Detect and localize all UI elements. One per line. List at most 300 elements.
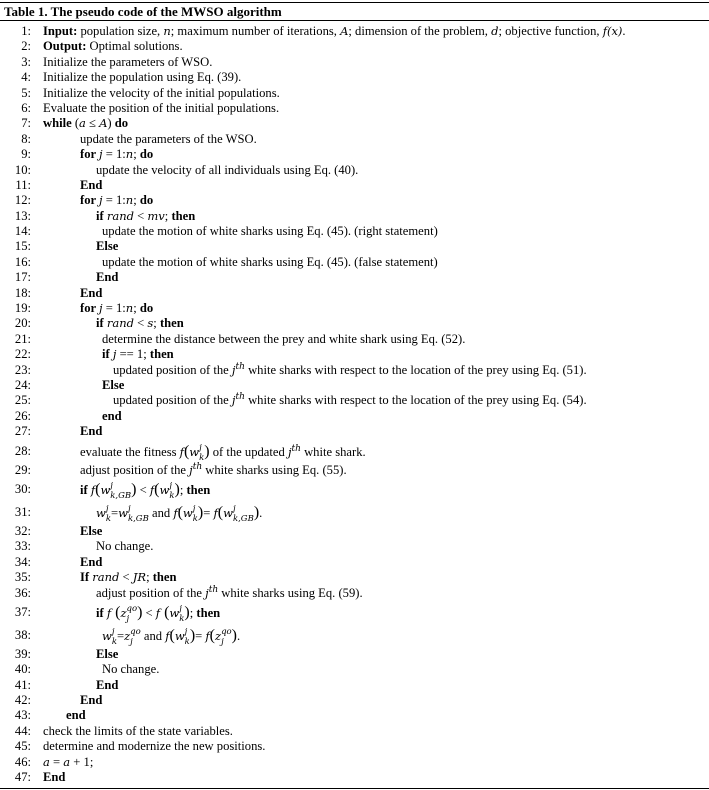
text-segment: ; objective function, — [498, 24, 603, 38]
supscript: j — [110, 481, 113, 492]
math-symbol: w — [118, 505, 128, 520]
math-symbol: f — [149, 482, 155, 497]
text-segment: < — [119, 570, 133, 585]
pseudocode-line — [0, 601, 709, 624]
line-number: 13: — [14, 208, 31, 223]
text-segment: . — [622, 24, 626, 38]
text-segment: ( — [217, 503, 224, 521]
text-segment: == 1; — [116, 347, 150, 362]
line-number: 8: — [21, 131, 31, 146]
line-number: 34: — [14, 554, 31, 569]
line-number: 21: — [14, 331, 31, 346]
math-symbol: w — [169, 605, 180, 620]
text-segment: < — [133, 316, 148, 331]
text-segment: ) — [174, 480, 180, 498]
sup-sub-script — [130, 627, 141, 647]
math-symbol: f — [213, 505, 218, 520]
pseudocode-line — [0, 224, 709, 239]
line-number: 20: — [14, 316, 31, 331]
line-text — [96, 163, 358, 178]
pseudocode-line — [0, 724, 709, 739]
pseudocode-line — [0, 255, 709, 270]
pseudocode-line — [0, 378, 709, 393]
math-symbol: a — [79, 116, 86, 131]
line-number: 42: — [14, 693, 31, 708]
math-symbol: w — [174, 628, 185, 643]
sup-sub-script — [233, 504, 254, 524]
keyword: for — [80, 147, 100, 162]
text-segment: adjust position of the — [96, 585, 206, 600]
text-segment: white shark. — [300, 444, 366, 459]
line-text — [102, 332, 465, 347]
line-text — [80, 193, 153, 208]
math-symbol: rand — [92, 570, 120, 585]
text-segment: update the motion of white sharks using Eq. (45). (right statement) — [102, 224, 438, 239]
text-segment: ; — [164, 208, 172, 223]
table-caption: Table 1. The pseudo code of the MWSO algorithm — [0, 3, 709, 21]
keyword: End — [80, 424, 103, 439]
text-segment: ; — [133, 147, 140, 162]
keyword: if — [96, 605, 107, 620]
keyword: end — [66, 708, 86, 723]
text-segment: ( — [71, 116, 80, 131]
keyword: then — [149, 347, 174, 362]
pseudocode-line — [0, 539, 709, 554]
keyword: Output: — [43, 39, 87, 54]
text-segment: white sharks using Eq. (55). — [202, 462, 347, 477]
line-text — [96, 239, 118, 254]
line-text — [102, 409, 122, 424]
sup-sub-script — [221, 627, 232, 647]
text-segment: = — [195, 628, 206, 643]
text-segment: < — [136, 482, 150, 497]
pseudocode-line — [0, 393, 709, 408]
line-number: 29: — [14, 462, 31, 477]
keyword: End — [80, 693, 103, 708]
text-segment: ) — [131, 480, 137, 498]
line-number: 30: — [14, 481, 31, 496]
line-number: 23: — [14, 362, 31, 377]
math-symbol: w — [189, 444, 200, 459]
supscript: j — [111, 627, 115, 637]
subscript: j — [130, 637, 133, 647]
math-symbol: j — [231, 393, 236, 408]
line-text — [43, 101, 279, 116]
keyword: for — [80, 301, 100, 316]
line-text — [102, 255, 438, 270]
pseudocode-line — [0, 770, 709, 785]
text-segment: = 1: — [102, 301, 126, 316]
text-segment: determine and modernize the new positions. — [43, 739, 266, 754]
math-symbol: n — [125, 147, 134, 162]
keyword: End — [80, 285, 103, 300]
supscript: j — [179, 604, 182, 614]
text-segment: ) — [189, 626, 196, 644]
math-symbol: f — [205, 628, 210, 643]
line-text — [80, 132, 257, 147]
pseudocode-line — [0, 586, 709, 601]
line-number: 15: — [14, 239, 31, 254]
subscript: k,GB — [110, 491, 132, 502]
pseudocode-line — [0, 316, 709, 331]
text-segment: white sharks with respect to the location of the prey using Eq. (54). — [244, 393, 587, 408]
text-segment: ) — [184, 603, 190, 621]
text-segment: No change. — [96, 539, 154, 554]
line-text — [96, 647, 118, 662]
line-number: 45: — [14, 739, 31, 754]
line-number: 40: — [14, 662, 31, 677]
text-segment: white sharks with respect to the location of the prey using Eq. (51). — [244, 362, 587, 377]
math-symbol: JR — [132, 570, 147, 585]
line-text — [102, 347, 174, 362]
text-segment: Evaluate the position of the initial populations. — [43, 100, 280, 115]
subscript: k — [184, 637, 190, 647]
pseudocode-line — [0, 501, 709, 524]
line-number: 11: — [15, 177, 31, 192]
text-segment: ) — [137, 603, 143, 621]
math-symbol: j — [189, 462, 193, 477]
pseudocode-line — [0, 347, 709, 362]
pseudocode-line — [0, 332, 709, 347]
line-text — [96, 586, 363, 601]
line-number: 31: — [14, 504, 31, 519]
subscript: j — [221, 637, 224, 647]
text-segment: th — [192, 461, 203, 472]
text-segment: ; — [189, 605, 197, 620]
pseudocode-line — [0, 147, 709, 162]
math-symbol: w — [182, 505, 193, 520]
subscript: k,GB — [127, 514, 149, 525]
line-number: 18: — [14, 285, 31, 300]
subscript: k — [105, 514, 111, 525]
line-text — [80, 147, 153, 162]
text-segment: = — [117, 628, 125, 643]
text-segment: ; — [179, 482, 187, 497]
math-symbol: z — [215, 628, 222, 643]
pseudocode-line — [0, 209, 709, 224]
pseudocode-line — [0, 739, 709, 754]
text-segment: = 1: — [102, 193, 126, 208]
keyword: then — [159, 316, 184, 331]
pseudocode-line — [0, 555, 709, 570]
text-segment: ( — [177, 503, 183, 521]
pseudocode-line — [0, 101, 709, 116]
text-segment: = — [203, 505, 214, 520]
text-segment: No change. — [102, 662, 160, 677]
pseudocode-line — [0, 755, 709, 770]
line-number: 39: — [14, 646, 31, 661]
line-number: 22: — [14, 347, 31, 362]
math-symbol: n — [163, 24, 171, 38]
pseudocode-line — [0, 70, 709, 85]
pseudocode-table — [0, 2, 709, 789]
pseudocode-line — [0, 116, 709, 131]
pseudocode-line — [0, 524, 709, 539]
line-number: 43: — [14, 708, 31, 723]
text-segment: and — [148, 505, 174, 520]
line-number: 9: — [21, 147, 31, 162]
text-segment: . — [259, 505, 263, 520]
keyword: End — [43, 770, 66, 785]
line-text — [80, 301, 153, 316]
line-number: 33: — [14, 539, 31, 554]
math-symbol: j — [205, 585, 209, 600]
pseudocode-line — [0, 424, 709, 439]
math-symbol: j — [287, 444, 292, 459]
line-number: 25: — [14, 393, 31, 408]
line-number: 19: — [14, 301, 31, 316]
line-number: 7: — [21, 116, 31, 131]
pseudocode-line — [0, 239, 709, 254]
text-segment: Initialize the population using Eq. (39). — [43, 70, 242, 85]
line-number: 38: — [14, 627, 31, 642]
math-symbol: w — [96, 505, 106, 520]
pseudocode-line — [0, 409, 709, 424]
text-segment: updated position of the — [113, 362, 232, 377]
text-segment: update the parameters of the WSO. — [80, 131, 257, 146]
line-number: 1: — [21, 24, 31, 38]
text-segment: ; dimension of the problem, — [348, 24, 492, 38]
text-segment: ( — [209, 626, 215, 644]
supscript: j — [199, 442, 202, 453]
keyword: do — [139, 301, 154, 316]
line-text — [102, 624, 240, 648]
text-segment: ) — [204, 442, 210, 460]
line-text — [96, 316, 184, 331]
keyword: end — [102, 408, 122, 423]
text-segment: and — [140, 628, 166, 643]
text-segment: = 1: — [102, 147, 126, 162]
text-segment: ( — [183, 442, 190, 460]
math-symbol: w — [223, 505, 233, 520]
math-symbol: d — [491, 24, 499, 38]
math-symbol: w — [159, 482, 170, 497]
text-segment: ; — [153, 316, 160, 331]
text-segment: < — [133, 208, 148, 223]
supscript: qo — [221, 627, 232, 637]
math-symbol: rand — [106, 316, 134, 331]
text-segment: updated position of the — [113, 393, 232, 408]
text-segment: ≤ — [85, 116, 100, 131]
math-symbol: f — [155, 605, 161, 620]
math-symbol: n — [125, 301, 134, 316]
math-symbol: f — [106, 605, 112, 620]
line-number: 28: — [14, 443, 31, 458]
text-segment: ( — [111, 603, 121, 621]
keyword: Else — [102, 377, 125, 392]
pseudocode-line — [0, 693, 709, 708]
text-segment: Initialize the velocity of the initial populations. — [43, 85, 280, 100]
pseudocode-line — [0, 570, 709, 585]
line-text — [43, 770, 65, 785]
pseudocode-line — [0, 647, 709, 662]
sup-sub-script — [110, 481, 131, 501]
keyword: if — [80, 482, 91, 497]
math-symbol: f — [173, 505, 178, 520]
keyword: Else — [80, 523, 103, 538]
text-segment: th — [291, 443, 301, 454]
math-symbol: j — [231, 362, 236, 377]
line-text — [96, 270, 118, 285]
line-text — [43, 70, 241, 85]
sup-sub-script — [127, 604, 138, 624]
math-symbol: j — [99, 301, 103, 316]
line-number: 16: — [14, 254, 31, 269]
math-symbol: w — [102, 628, 112, 643]
pseudocode-lines — [0, 21, 709, 785]
keyword: if — [96, 208, 107, 223]
text-segment: ; — [133, 301, 140, 316]
line-text — [96, 678, 118, 693]
subscript: k — [179, 614, 185, 624]
subscript: k,GB — [232, 514, 254, 525]
sup-sub-script — [128, 504, 149, 524]
pseudocode-line — [0, 662, 709, 677]
math-symbol: f — [90, 482, 96, 497]
supscript: j — [127, 504, 131, 515]
supscript: j — [232, 504, 236, 515]
pseudocode-line — [0, 624, 709, 647]
math-symbol: z — [120, 605, 127, 620]
line-text — [80, 440, 366, 464]
math-symbol: j — [99, 193, 103, 208]
keyword: do — [114, 116, 129, 131]
keyword: if — [96, 316, 107, 331]
text-segment: update the motion of white sharks using Eq. (45). (false statement) — [102, 254, 438, 269]
line-text — [80, 463, 347, 478]
text-segment: th — [208, 584, 219, 595]
pseudocode-line — [0, 24, 709, 39]
line-text — [43, 39, 183, 54]
text-segment: ( — [95, 480, 101, 498]
pseudocode-line — [0, 39, 709, 54]
line-text — [102, 662, 159, 677]
text-segment: . — [236, 628, 241, 643]
pseudocode-line — [0, 178, 709, 193]
pseudocode-line — [0, 301, 709, 316]
text-segment: th — [235, 392, 245, 403]
line-number: 24: — [14, 377, 31, 392]
pseudocode-line — [0, 55, 709, 70]
line-text — [80, 478, 210, 502]
math-symbol: A — [340, 24, 349, 38]
line-number: 6: — [21, 100, 31, 115]
text-segment: check the limits of the state variables. — [43, 723, 233, 738]
text-segment: ( — [160, 603, 170, 621]
text-segment: update the velocity of all individuals using Eq. (40). — [96, 162, 359, 177]
text-segment: determine the distance between the prey and white shark using Eq. (52). — [102, 331, 466, 346]
keyword: while — [43, 116, 72, 131]
subscript: k — [111, 637, 117, 647]
pseudocode-line — [0, 163, 709, 178]
math-symbol: f — [179, 444, 184, 459]
text-segment: ) — [107, 116, 115, 131]
supscript: j — [184, 627, 188, 637]
supscript: j — [192, 504, 196, 515]
line-number: 27: — [14, 424, 31, 439]
keyword: Else — [96, 646, 119, 661]
line-number: 5: — [21, 85, 31, 100]
pseudocode-line — [0, 132, 709, 147]
subscript: k — [199, 452, 205, 463]
math-symbol: a — [43, 754, 50, 769]
keyword: then — [196, 605, 221, 620]
math-symbol: A — [99, 116, 108, 131]
text-segment: ( — [169, 626, 175, 644]
supscript: j — [169, 481, 172, 492]
text-segment: + 1; — [70, 754, 94, 769]
subscript: k — [192, 514, 198, 525]
line-text — [96, 209, 195, 224]
text-segment: Optimal solutions. — [86, 39, 183, 54]
line-text — [43, 55, 212, 70]
line-number: 47: — [14, 770, 31, 785]
keyword: End — [80, 554, 103, 569]
math-symbol: w — [100, 482, 111, 497]
pseudocode-line — [0, 86, 709, 101]
math-symbol: mv — [147, 208, 165, 223]
line-text — [43, 116, 128, 131]
line-number: 12: — [14, 193, 31, 208]
pseudocode-line — [0, 440, 709, 463]
line-text — [43, 724, 233, 739]
pseudocode-line — [0, 363, 709, 378]
keyword: then — [152, 570, 177, 585]
math-symbol: j — [112, 347, 117, 362]
text-segment: ; — [146, 570, 153, 585]
keyword: End — [80, 177, 103, 192]
line-text — [43, 755, 93, 770]
math-symbol: f — [165, 628, 170, 643]
pseudocode-line — [0, 286, 709, 301]
text-segment: evaluate the fitness — [80, 444, 180, 459]
line-number: 37: — [14, 604, 31, 619]
text-segment: ) — [253, 503, 260, 521]
line-text — [80, 555, 102, 570]
pseudocode-line — [0, 270, 709, 285]
line-text — [43, 24, 626, 39]
line-number: 3: — [21, 54, 31, 69]
subscript: k — [169, 491, 175, 502]
math-symbol: s — [147, 316, 154, 331]
keyword: Else — [96, 239, 119, 254]
line-number: 17: — [14, 270, 31, 285]
keyword: do — [139, 147, 154, 162]
text-segment: white sharks using Eq. (59). — [218, 585, 363, 600]
line-number: 2: — [21, 39, 31, 54]
text-segment: = — [111, 505, 119, 520]
line-number: 44: — [14, 723, 31, 738]
line-text — [80, 286, 102, 301]
math-symbol: a — [63, 754, 71, 769]
text-segment: th — [235, 361, 245, 372]
line-number: 10: — [14, 162, 31, 177]
keyword: do — [139, 193, 154, 208]
pseudocode-line — [0, 193, 709, 208]
supscript: qo — [126, 604, 138, 614]
math-symbol: z — [124, 628, 131, 643]
text-segment: ) — [231, 626, 237, 644]
line-text — [102, 378, 124, 393]
text-segment: adjust position of the — [80, 462, 190, 477]
math-symbol: f(x) — [602, 24, 623, 38]
line-text — [96, 601, 220, 625]
pseudocode-line — [0, 478, 709, 501]
line-number: 41: — [14, 677, 31, 692]
line-text — [80, 570, 177, 585]
line-number: 36: — [14, 585, 31, 600]
math-symbol: rand — [106, 208, 134, 223]
